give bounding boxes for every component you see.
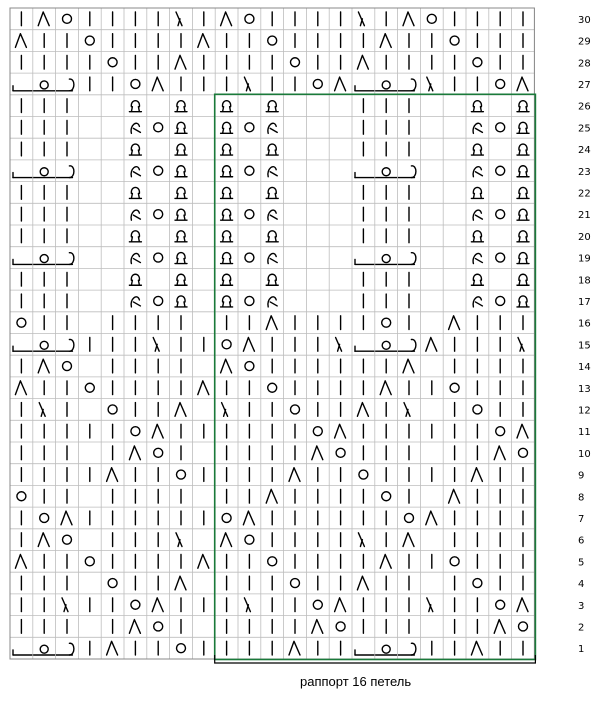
row-number-29: 29	[578, 36, 591, 48]
row-number-12: 12	[578, 405, 591, 417]
row-number-3: 3	[578, 600, 585, 612]
row-number-25: 25	[578, 123, 591, 135]
row-number-9: 9	[578, 470, 585, 482]
row-number-14: 14	[578, 362, 591, 374]
row-number-28: 28	[578, 58, 591, 70]
row-number-22: 22	[578, 188, 591, 200]
row-number-27: 27	[578, 79, 591, 91]
row-number-6: 6	[578, 535, 585, 547]
row-number-18: 18	[578, 275, 591, 287]
row-number-26: 26	[578, 101, 591, 113]
row-number-10: 10	[578, 448, 591, 460]
row-number-8: 8	[578, 492, 585, 504]
row-number-20: 20	[578, 231, 591, 243]
row-number-2: 2	[578, 622, 585, 634]
row-number-19: 19	[578, 253, 591, 265]
row-number-24: 24	[578, 145, 591, 157]
row-number-23: 23	[578, 166, 591, 178]
row-number-13: 13	[578, 383, 591, 395]
row-number-16: 16	[578, 318, 591, 330]
repeat-caption: раппорт 16 петель	[300, 674, 412, 689]
row-number-30: 30	[578, 14, 591, 26]
row-number-5: 5	[578, 557, 585, 569]
row-number-11: 11	[578, 427, 591, 439]
row-number-1: 1	[578, 644, 585, 656]
row-number-17: 17	[578, 296, 591, 308]
row-number-15: 15	[578, 340, 591, 352]
row-number-4: 4	[578, 579, 585, 591]
row-number-21: 21	[578, 210, 591, 222]
row-number-7: 7	[578, 513, 585, 525]
